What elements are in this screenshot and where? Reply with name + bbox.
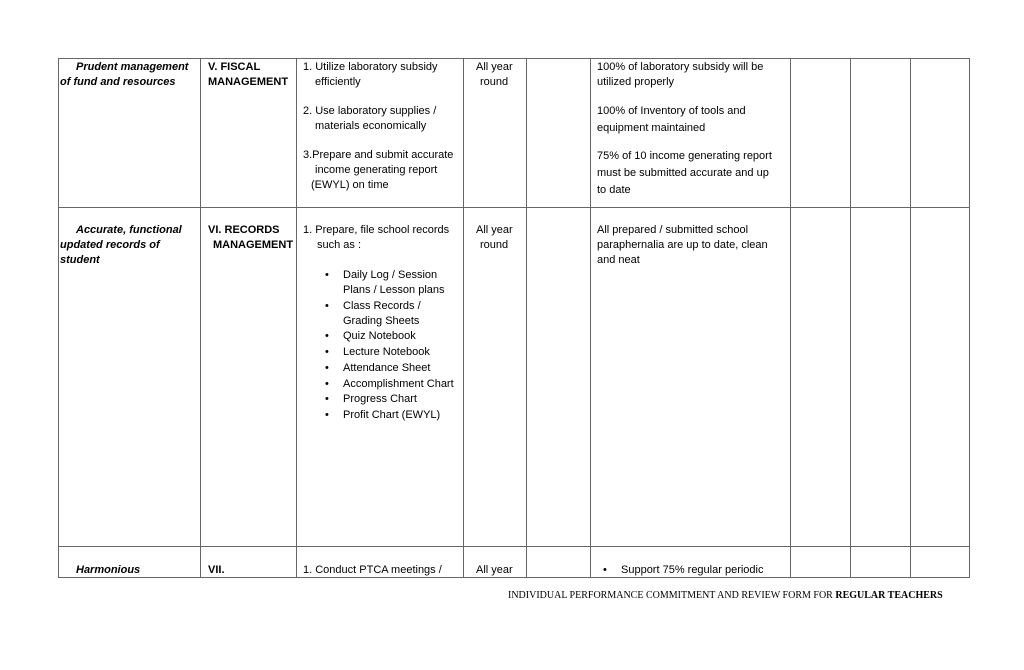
bullet-icon: • bbox=[325, 300, 329, 312]
kra-label: VI. RECORDS bbox=[208, 224, 280, 236]
indicator-line: must be submitted accurate and up bbox=[597, 167, 769, 179]
timeline-line: round bbox=[480, 239, 509, 251]
indicator-line: 100% of laboratory subsidy will be bbox=[597, 61, 764, 73]
objective-line: Accurate, functional bbox=[76, 224, 182, 236]
activity-line: 1. Utilize laboratory subsidy bbox=[303, 61, 438, 73]
activity-line: efficiently bbox=[315, 76, 361, 88]
bullet-icon: • bbox=[325, 393, 329, 405]
timeline-line: All year bbox=[476, 61, 513, 73]
activity-line: 1. Conduct PTCA meetings / bbox=[303, 564, 442, 576]
bullet-icon: • bbox=[603, 564, 607, 576]
bullet-icon: • bbox=[325, 269, 329, 281]
activity-line: 2. Use laboratory supplies / bbox=[303, 105, 437, 117]
indicator-line: utilized properly bbox=[597, 76, 675, 88]
activity-line: (EWYL) on time bbox=[311, 179, 389, 191]
objective-line: student bbox=[60, 254, 100, 266]
activity-line: such as : bbox=[317, 239, 362, 251]
indicator-line: 100% of Inventory of tools and bbox=[597, 105, 746, 117]
timeline-line: round bbox=[480, 76, 509, 88]
footer-bold: REGULAR TEACHERS bbox=[835, 590, 943, 601]
timeline-line: All year bbox=[476, 564, 513, 576]
indicator-line: to date bbox=[597, 184, 631, 196]
bullet-icon: • bbox=[325, 330, 329, 342]
objective-line: of fund and resources bbox=[60, 76, 176, 88]
page-footer bbox=[508, 590, 943, 601]
indicator-line: paraphernalia are up to date, clean bbox=[597, 239, 768, 251]
bullet-icon: • bbox=[325, 362, 329, 374]
kra-label: V. FISCAL bbox=[208, 61, 261, 73]
kra-label: MANAGEMENT bbox=[213, 239, 294, 251]
bullet-icon: • bbox=[325, 378, 329, 390]
footer-prefix: INDIVIDUAL PERFORMANCE COMMITMENT AND REVIEW FORM FOR bbox=[508, 590, 836, 601]
bullet-icon: • bbox=[325, 346, 329, 358]
activity-line: 3.Prepare and submit accurate bbox=[303, 149, 454, 161]
activity-line: 1. Prepare, file school records bbox=[303, 224, 450, 236]
indicator-line: and neat bbox=[597, 254, 640, 266]
kra-label: VII. bbox=[208, 564, 225, 576]
bullet-icon: • bbox=[325, 409, 329, 421]
kra-label: MANAGEMENT bbox=[208, 76, 289, 88]
objective-line: Prudent management bbox=[76, 61, 189, 73]
objective-line: updated records of bbox=[60, 239, 160, 251]
indicator-line: equipment maintained bbox=[597, 122, 706, 134]
objective-line: Harmonious bbox=[76, 564, 141, 576]
timeline-line: All year bbox=[476, 224, 513, 236]
performance-table: Prudent management of fund and resources V. FISCAL MANAGEMENT 1. Utilize laboratory subsidy efficiently 2. Use laboratory supplies / materials economically 3.Prepare and submit accurate income generating report (EWYL) on time All year round 100% of laboratory subsidy will be utilized properly 100% of Inventory of tools and equipment maintained 75% of 10 income generating report must be submitted accurate and up to date Accurate, functional updated records of student VI. RECORDS MANAGEMENT 1. Prepare, file school records such as : • Daily Log / Session Plans / Lesson plans • Class Records / Grading Sheets • Quiz Notebook • Lecture Notebook • Attendance Sheet • Accomplishment Chart • Progress Chart • Profit Chart (EWYL) All year round All prepared / submitted school paraphernalia are up to date, clean and neat Harmonious VII. 1. Conduct PTCA meetings / All year • Support 75% regular periodic bbox=[58, 58, 970, 578]
activity-line: materials economically bbox=[315, 120, 427, 132]
indicator-line: All prepared / submitted school bbox=[597, 224, 749, 236]
activity-line: income generating report bbox=[315, 164, 438, 176]
indicator-line: 75% of 10 income generating report bbox=[597, 150, 772, 162]
